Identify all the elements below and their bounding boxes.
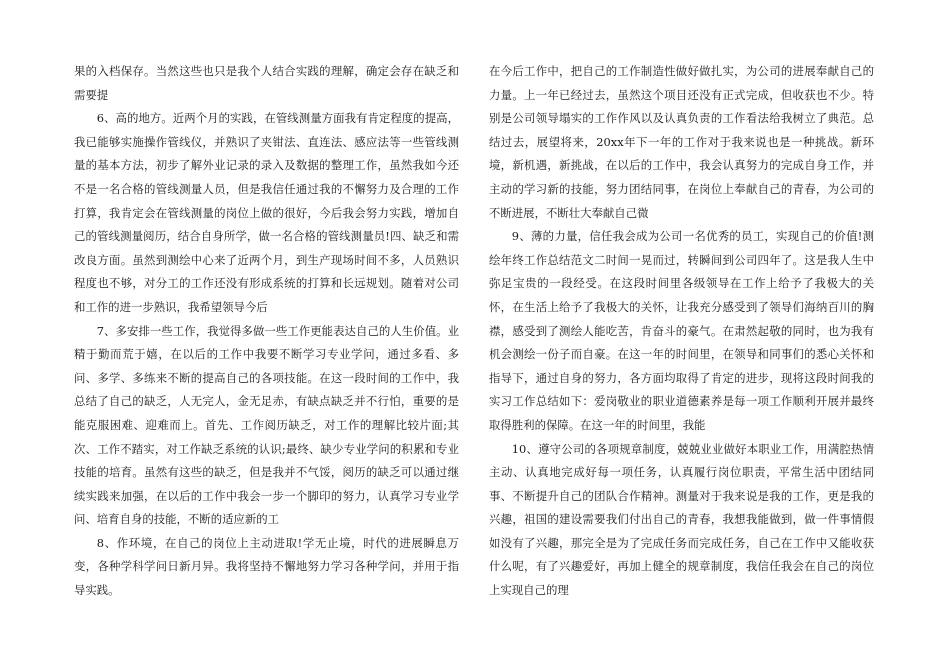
paragraph-left-3: 8、作环境，在自己的岗位上主动进取!学无止境，时代的进展瞬息万变，各种学科学问日新月异。我将坚持不懈地努力学习各种学问，并用于指导实践。 xyxy=(74,535,459,598)
paragraph-left-0: 果的入档保存。当然这些也只是我个人结合实践的理解，确定会存在缺乏和需要提 xyxy=(74,64,459,102)
paragraph-left-1: 6、高的地方。近两个月的实践，在管线测量方面我有肯定程度的提高，我已能够实施操作管线仪，并熟识了夹钳法、直连法、感应法等一些管线测量的基本方法，初步了解外业记录的录入及数据的整理工作，虽然我如今还不是一名合格的管线测量人员，但是我信任通过我的不懈努力及合理的工作打算，我肯定会在管线测量的岗位上做的很好，今后我会努力实践，增加自己的管线测量阅历，结合自身所学，做一名合格的管线测量员!四、缺乏和需改良方面。虽然到测绘中心来了近两个月，到生产现场时间不多，人员熟识程度也不够，对分工的工作还没有形成系统的打算和长远规划。随着对公司和工作的进一步熟识，我希望领导今后 xyxy=(74,111,459,314)
paragraph-left-2: 7、多安排一些工作，我觉得多做一些工作更能表达自己的人生价值。业精于勤而荒于嬉，在以后的工作中我要不断学习专业学问，通过多看、多问、多学、多练来不断的提高自己的各项技能。在这一段时间的工作中，我总结了自己的缺乏，人无完人，金无足赤，有缺点缺乏并不行怕，重要的是能克服困难、迎难而上。首先、工作阅历缺乏，对工作的理解比较片面;其次、工作不踏实，对工作缺乏系统的认识;最终、缺少专业学问的积累和专业技能的培育。虽然有这些的缺乏，但是我并不气馁，阅历的缺乏可以通过继续实践来加强，在以后的工作中我会一步一个脚印的努力，认真学习专业学问、培育自身的技能，不断的适应新的工 xyxy=(74,323,459,527)
right-column xyxy=(489,60,874,603)
paragraph-right-2: 10、遵守公司的各项规章制度，兢兢业业做好本职业工作，用满腔热情主动、认真地完成好每一项任务，认真履行岗位职责，平常生活中团结同事、不断提升自己的团队合作精神。测量对于我来说是我的工作，更是我的兴趣，祖国的建设需要我们付出自己的青春，我想我能做到，做一件事情假如没有了兴趣，那完全是为了完成任务而完成任务，自己在工作中又能收获什么呢，有了兴趣爱好，再加上健全的规章制度，我信任我会在自己的岗位上实现自己的理 xyxy=(489,441,874,598)
paragraph-right-0: 在今后工作中，把自己的工作制造性做好做扎实，为公司的进展奉献自己的力量。上一年已经过去，虽然这个项目还没有正式完成，但收获也不少。特别是公司领导塌实的工作作风以及认真负责的工作看法给我树立了典范。总结过去，展望将来，20xx年下一年的工作对于我来说也是一种挑战。新环境，新机遇，新挑战，在以后的工作中，我会认真努力的完成自身工作，并主动的学习新的技能，努力团结同事，在岗位上奉献自己的青春，为公司的不断进展，不断壮大奉献自己微 xyxy=(489,64,874,220)
left-column xyxy=(74,60,459,603)
paragraph-right-1: 9、薄的力量，信任我会成为公司一名优秀的员工，实现自己的价值!测绘年终工作总结范文二时间一晃而过，转瞬间到公司四年了。这是我人生中弥足宝贵的一段经受。在这段时间里各级领导在工作上给予了我极大的关怀，在生活上给予了我极大的关怀，让我充分感受到了领导们海纳百川的胸襟，感受到了测绘人能吃苦，肯奋斗的豪气。在肃然起敬的同时，也为我有机会测绘一份子而自豪。在这一年的时间里，在领导和同事们的悉心关怀和指导下，通过自身的努力，各方面均取得了肯定的进步，现将这段时间我的实习工作总结如下：爱岗敬业的职业道德素养是每一项工作顺利开展并最终取得胜利的保障。在这一年的时间里，我能 xyxy=(489,229,874,432)
